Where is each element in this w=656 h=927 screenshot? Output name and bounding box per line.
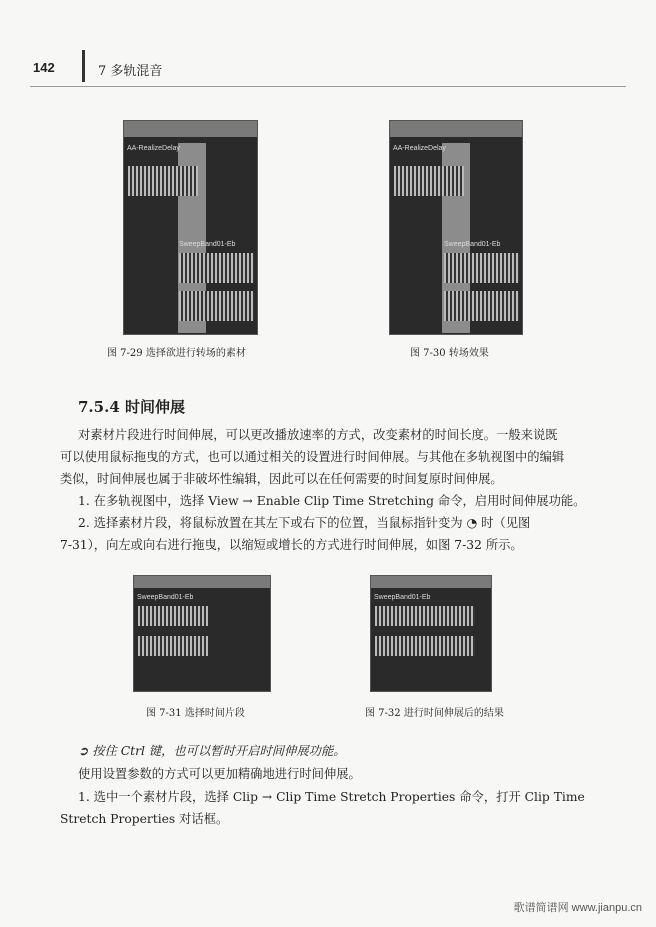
- figure-caption: 图 7-30 转场效果: [410, 348, 489, 359]
- clip-label: SweepBand01-Eb: [137, 594, 194, 601]
- clip-label: SweepBand01-Eb: [444, 241, 501, 248]
- chapter-title: 7 多轨混音: [98, 64, 163, 79]
- header-divider: [82, 50, 85, 82]
- figure-7-29: [123, 120, 258, 335]
- page-number: 142: [33, 60, 55, 75]
- figure-7-30: [389, 120, 523, 335]
- tip-note: ➲ 按住 Ctrl 键，也可以暂时开启时间伸展功能。: [78, 744, 346, 758]
- paragraph-line: Stretch Properties 对话框。: [60, 812, 229, 826]
- clip-label: SweepBand01-Eb: [374, 594, 431, 601]
- clip-label: SweepBand01-Eb: [179, 241, 236, 248]
- figure-caption: 图 7-32 进行时间伸展后的结果: [365, 708, 504, 719]
- paragraph-line: 类似，时间伸展也属于非破坏性编辑，因此可以在任何需要的时间复原时间伸展。: [60, 472, 503, 486]
- figure-caption: 图 7-29 选择欲进行转场的素材: [107, 348, 246, 359]
- figure-caption: 图 7-31 选择时间片段: [146, 708, 245, 719]
- paragraph-line: 2. 选择素材片段，将鼠标放置在其左下或右下的位置，当鼠标指针变为 ◔ 时（见图: [78, 516, 531, 530]
- header-rule: [30, 86, 626, 87]
- watermark: 歌谱简谱网 www.jianpu.cn: [513, 902, 642, 914]
- figure-7-31: [133, 575, 271, 692]
- paragraph-line: 1. 选中一个素材片段，选择 Clip → Clip Time Stretch Properties 命令，打开 Clip Time: [78, 790, 585, 804]
- paragraph-line: 使用设置参数的方式可以更加精确地进行时间伸展。: [78, 767, 361, 781]
- section-heading: 7.5.4 时间伸展: [78, 398, 185, 416]
- paragraph-line: 可以使用鼠标拖曳的方式，也可以通过相关的设置进行时间伸展。与其他在多轨视图中的编辑: [60, 450, 565, 464]
- clip-label: AA-RealizeDelay: [393, 145, 446, 152]
- figure-7-32: [370, 575, 492, 692]
- paragraph-line: 1. 在多轨视图中，选择 View → Enable Clip Time Stretching 命令，启用时间伸展功能。: [78, 494, 586, 508]
- paragraph-line: 7-31），向左或向右进行拖曳，以缩短或增长的方式进行时间伸展，如图 7-32 所示。: [60, 538, 523, 552]
- clip-label: AA-RealizeDelay: [127, 145, 180, 152]
- paragraph-line: 对素材片段进行时间伸展，可以更改播放速率的方式，改变素材的时间长度。一般来说既: [78, 428, 558, 442]
